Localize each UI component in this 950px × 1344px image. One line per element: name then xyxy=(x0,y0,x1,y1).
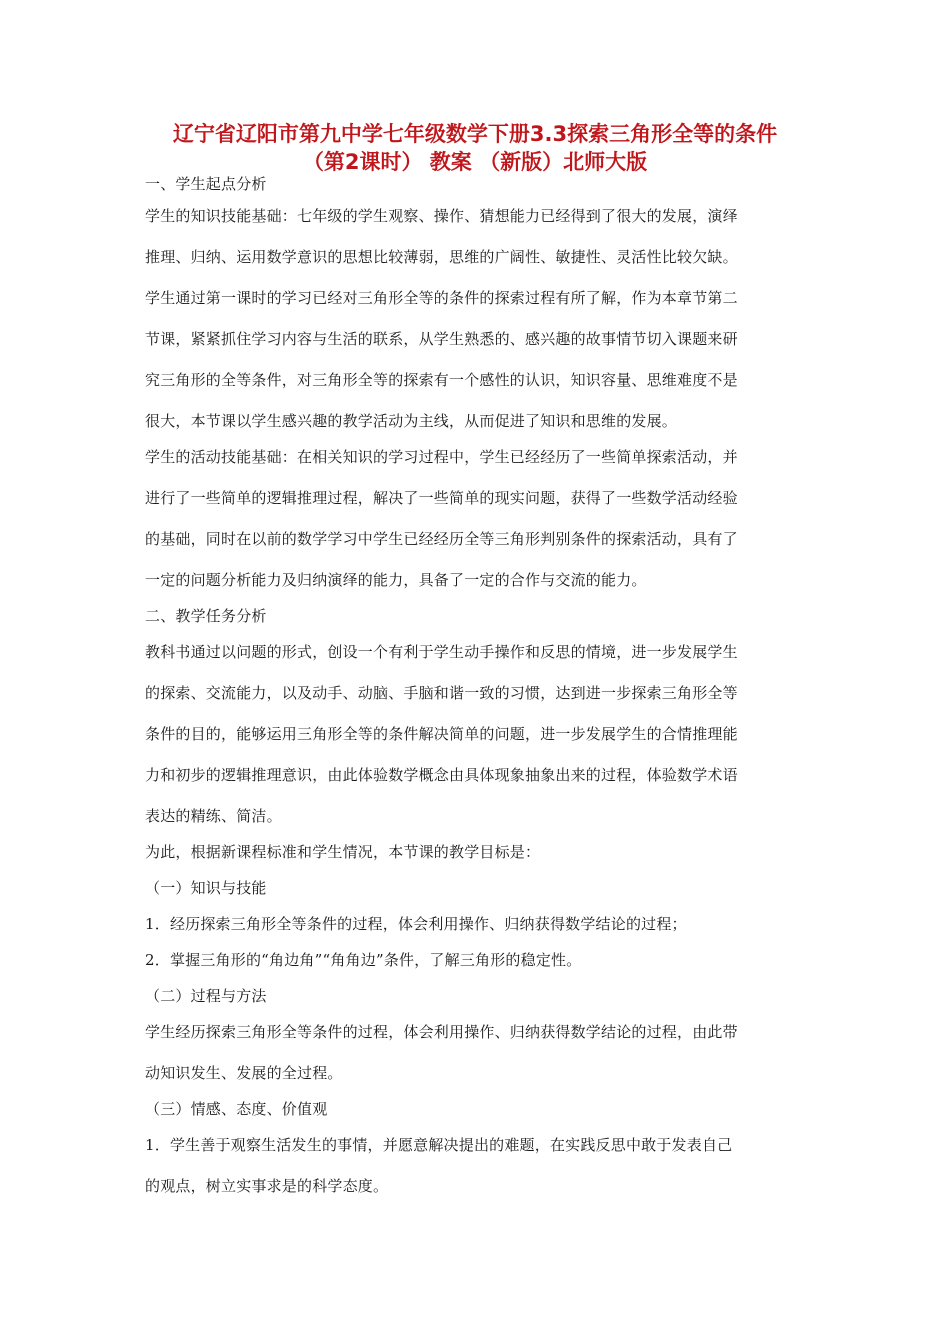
text-line: 为此，根据新课程标准和学生情况，本节课的教学目标是： xyxy=(145,843,541,861)
text-line: 动知识发生、发展的全过程。 xyxy=(145,1064,343,1082)
text-line: 学生的知识技能基础：七年级的学生观察、操作、猜想能力已经得到了很大的发展，演绎 xyxy=(145,207,738,225)
text-line: 力和初步的逻辑推理意识，由此体验数学概念由具体现象抽象出来的过程，体验数学术语 xyxy=(145,766,738,784)
text-line: 教科书通过以问题的形式，创设一个有利于学生动手操作和反思的情境，进一步发展学生 xyxy=(145,643,738,661)
text-line: 推理、归纳、运用数学意识的思想比较薄弱，思维的广阔性、敏捷性、灵活性比较欠缺。 xyxy=(145,248,738,266)
text-line: 条件的目的，能够运用三角形全等的条件解决简单的问题，进一步发展学生的合情推理能 xyxy=(145,725,738,743)
text-line: （二）过程与方法 xyxy=(145,987,267,1005)
document-title-line-1: 辽宁省辽阳市第九中学七年级数学下册3.3探索三角形全等的条件 xyxy=(172,122,778,146)
text-line: 的探索、交流能力，以及动手、动脑、手脑和谐一致的习惯，达到进一步探索三角形全等 xyxy=(145,684,738,702)
text-line: 学生经历探索三角形全等条件的过程，体会利用操作、归纳获得数学结论的过程，由此带 xyxy=(145,1023,738,1041)
text-line: 究三角形的全等条件，对三角形全等的探索有一个感性的认识，知识容量、思维难度不是 xyxy=(145,371,738,389)
text-line: 的基础，同时在以前的数学学习中学生已经经历全等三角形判别条件的探索活动，具有了 xyxy=(145,530,738,548)
text-line: 学生的活动技能基础：在相关知识的学习过程中，学生已经经历了一些简单探索活动，并 xyxy=(145,448,738,466)
text-line: 很大，本节课以学生感兴趣的教学活动为主线，从而促进了知识和思维的发展。 xyxy=(145,412,678,430)
text-line: 1．学生善于观察生活发生的事情，并愿意解决提出的难题，在实践反思中敢于发表自己 xyxy=(145,1136,733,1154)
text-line: 一、学生起点分析 xyxy=(145,175,267,193)
text-line: 一定的问题分析能力及归纳演绎的能力，具备了一定的合作与交流的能力。 xyxy=(145,571,647,589)
text-line: 二、教学任务分析 xyxy=(145,607,267,625)
text-line: 2．掌握三角形的“角边角”“角角边”条件，了解三角形的稳定性。 xyxy=(145,951,582,969)
document-body xyxy=(145,174,813,1196)
document-title-line-2: （第2课时） 教案 （新版）北师大版 xyxy=(302,150,648,174)
text-line: 进行了一些简单的逻辑推理过程，解决了一些简单的现实问题，获得了一些数学活动经验 xyxy=(145,489,738,507)
text-line: （三）情感、态度、价值观 xyxy=(145,1100,328,1118)
text-line: 的观点，树立实事求是的科学态度。 xyxy=(145,1177,389,1195)
text-line: 节课，紧紧抓住学习内容与生活的联系，从学生熟悉的、感兴趣的故事情节切入课题来研 xyxy=(145,330,738,348)
text-line: 1．经历探索三角形全等条件的过程，体会利用操作、归纳获得数学结论的过程； xyxy=(145,915,687,933)
text-line: 学生通过第一课时的学习已经对三角形全等的条件的探索过程有所了解，作为本章节第二 xyxy=(145,289,738,307)
text-line: （一）知识与技能 xyxy=(145,879,267,897)
text-line: 表达的精练、简洁。 xyxy=(145,807,282,825)
